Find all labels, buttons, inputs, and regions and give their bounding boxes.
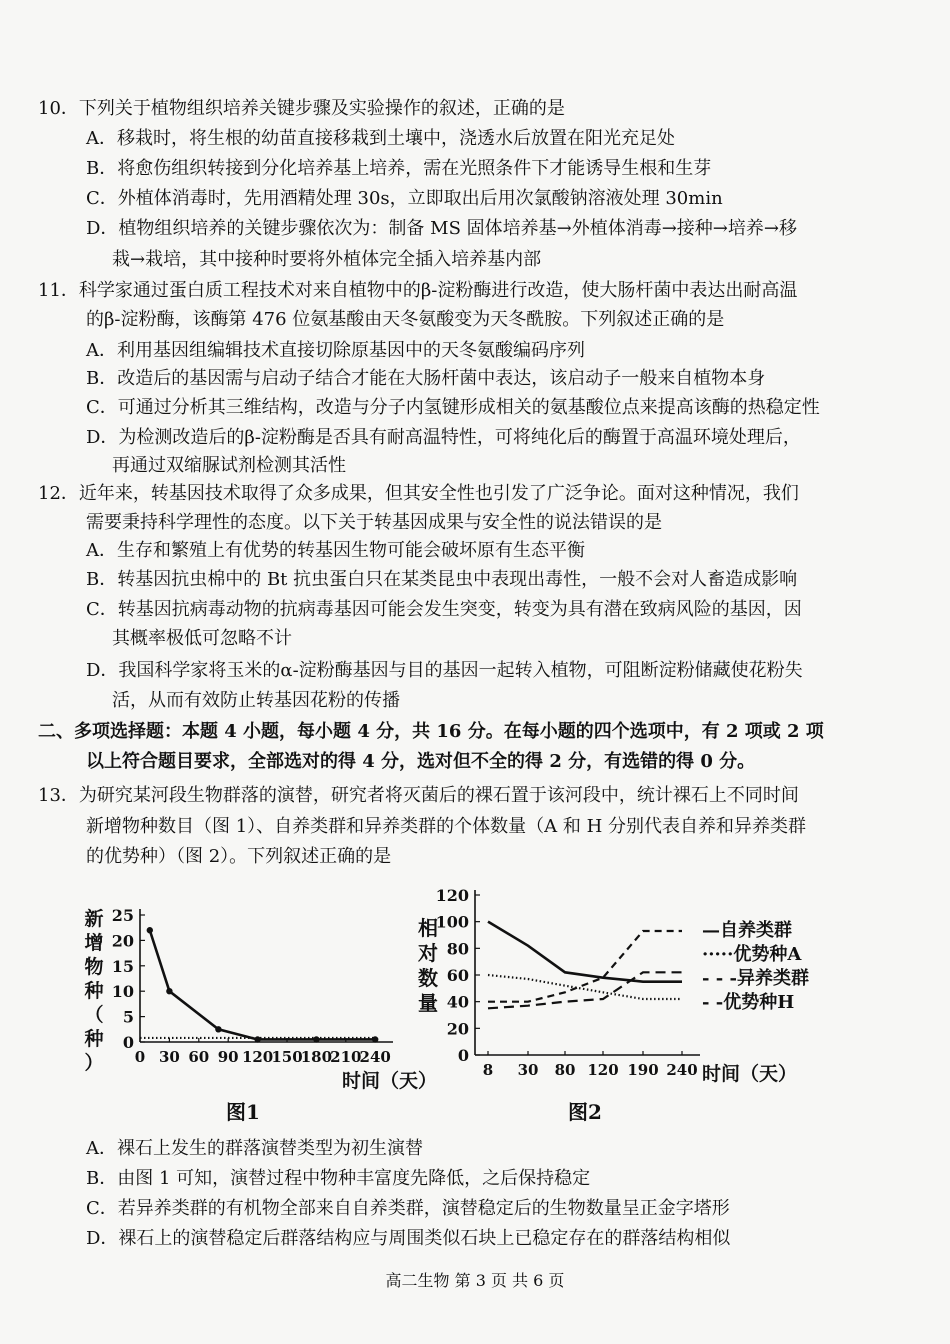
q10-option-a: A．移栽时，将生根的幼苗直接移栽到土壤中，浇透水后放置在阳光充足处: [86, 128, 675, 149]
figure1-x-tick-label: 0: [134, 1048, 146, 1066]
figure2-legend-entry: —自养类群: [702, 920, 792, 941]
figure1-x-tick-label: 60: [188, 1048, 210, 1066]
figure2-title: 图2: [568, 1100, 602, 1124]
q10-option-d-cont: 栽→栽培，其中接种时要将外植体完全插入培养基内部: [112, 249, 542, 270]
figure1-data-point: [166, 988, 172, 994]
q13-option-d: D．裸石上的演替稳定后群落结构应与周围类似石块上已稳定存在的群落结构相似: [86, 1228, 731, 1249]
figure1-data-point: [254, 1036, 260, 1042]
q12-option-d: D．我国科学家将玉米的α-淀粉酶基因与目的基因一起转入植物，可阻断淀粉储藏使花粉失: [86, 660, 803, 681]
figure1-xlabel: 时间（天）: [342, 1070, 438, 1092]
figure1-x-tick-label: 150: [271, 1048, 303, 1066]
figure1-y-tick-label: 0: [122, 1033, 134, 1052]
figure1-x-tick-label: 120: [241, 1048, 274, 1066]
q11-option-d: D．为检测改造后的β-淀粉酶是否具有耐高温特性，可将纯化后的酶置于高温环境处理后，: [86, 427, 801, 448]
figure2-legend-entry: - -优势种H: [702, 992, 795, 1013]
q11-stem-cont: 的β-淀粉酶，该酶第 476 位氨基酸由天冬氨酸变为天冬酰胺。下列叙述正确的是: [86, 309, 725, 330]
figure2-legend-entry: - - -异养类群: [702, 968, 809, 989]
figure1-y-tick-label: 20: [111, 931, 134, 951]
figure2-legend-entry: ·····优势种A: [702, 944, 802, 965]
figure1-x-tick-label: 30: [158, 1048, 180, 1066]
figure1-data-point: [147, 927, 153, 933]
figure2-y-tick-label: 120: [435, 886, 469, 905]
q12-option-d-cont: 活，从而有效防止转基因花粉的传播: [112, 690, 400, 711]
figure2-series-3-line: [488, 931, 682, 1002]
section2-heading-cont: 以上符合题目要求，全部选对的得 4 分，选对但不全的得 2 分，有选错的得 0 分。: [86, 751, 756, 772]
q11-option-d-cont: 再通过双缩脲试剂检测其活性: [112, 455, 346, 476]
q10-stem: 10．下列关于植物组织培养关键步骤及实验操作的叙述，正确的是: [38, 98, 565, 119]
q11-stem: 11．科学家通过蛋白质工程技术对来自植物中的β-淀粉酶进行改造，使大肠杆菌中表达出耐高温: [38, 280, 798, 301]
figure1-x-tick-label: 180: [300, 1048, 333, 1066]
q12-option-c-cont: 其概率极低可忽略不计: [112, 628, 292, 649]
q12-option-a: A．生存和繁殖上有优势的转基因生物可能会破坏原有生态平衡: [86, 540, 585, 561]
figure1-y-tick-label: 25: [111, 906, 134, 925]
figure2-chart: [410, 880, 830, 1090]
q10-option-b: B．将愈伤组织转接到分化培养基上培养，需在光照条件下才能诱导生根和生芽: [86, 158, 712, 179]
q13-stem-cont1: 新增物种数目（图 1）、自养类群和异养类群的个体数量（A 和 H 分别代表自养和异养类群: [86, 816, 807, 837]
q13-option-b: B．由图 1 可知，演替过程中物种丰富度先降低，之后保持稳定: [86, 1168, 591, 1189]
q13-option-c: C．若异养类群的有机物全部来自自养类群，演替稳定后的生物数量呈正金字塔形: [86, 1198, 730, 1219]
figure1-title: 图1: [226, 1100, 260, 1124]
figure1-y-tick-label: 15: [111, 956, 134, 976]
q11-option-c: C．可通过分析其三维结构，改造与分子内氢键形成相关的氨基酸位点来提高该酶的热稳定性: [86, 397, 820, 418]
q13-stem: 13．为研究某河段生物群落的演替，研究者将灭菌后的裸石置于该河段中，统计裸石上不同时间: [38, 785, 799, 806]
figure1-x-tick-label: 240: [359, 1048, 391, 1066]
figure2-x-tick-label: 8: [482, 1061, 494, 1079]
figure2-y-tick-label: 40: [446, 992, 469, 1012]
figure2-series-1-line: [488, 922, 682, 982]
figure2-x-tick-label: 120: [587, 1061, 619, 1079]
q13-option-a: A．裸石上发生的群落演替类型为初生演替: [86, 1138, 423, 1159]
figure1-ylabel: [83, 907, 103, 1074]
figure2-ylabel: 相对数量: [418, 916, 438, 1015]
figure1-data-point: [215, 1026, 221, 1032]
figure1-y-tick-label: 5: [122, 1007, 134, 1027]
figure2-y-tick-label: 20: [446, 1019, 469, 1039]
q10-option-d: D．植物组织培养的关键步骤依次为：制备 MS 固体培养基→外植体消毒→接种→培养→移: [86, 218, 797, 239]
q10-option-c: C．外植体消毒时，先用酒精处理 30s，立即取出后用次氯酸钠溶液处理 30min: [86, 188, 723, 209]
figure1-y-tick-label: 10: [111, 982, 134, 1002]
q12-stem: 12．近年来，转基因技术取得了众多成果，但其安全性也引发了广泛争论。面对这种情况，我们: [38, 483, 799, 504]
figure2-x-tick-label: 240: [666, 1061, 698, 1079]
figure2-x-tick-label: 30: [517, 1061, 539, 1079]
figure2-xlabel: 时间（天）: [702, 1063, 798, 1085]
q12-option-b: B．转基因抗虫棉中的 Bt 抗虫蛋白只在某类昆虫中表现出毒性，一般不会对人畜造成影响: [86, 569, 798, 590]
figure2-x-tick-label: 80: [554, 1061, 576, 1079]
figure2-y-tick-label: 60: [446, 966, 469, 985]
q11-option-b: B．改造后的基因需与启动子结合才能在大肠杆菌中表达，该启动子一般来自植物本身: [86, 368, 766, 389]
figure2-x-tick-label: 190: [627, 1061, 659, 1079]
page-footer: 高二生物 第 3 页 共 6 页: [385, 1271, 565, 1290]
figure1-series-1-line: [150, 930, 375, 1039]
figure2-y-tick-label: 0: [457, 1046, 469, 1065]
figure1-x-tick-label: 210: [330, 1048, 362, 1066]
figure2-y-tick-label: 100: [435, 912, 469, 932]
q13-stem-cont2: 的优势种）（图 2）。下列叙述正确的是: [86, 846, 392, 867]
section2-heading: 二、多项选择题：本题 4 小题，每小题 4 分，共 16 分。在每小题的四个选项中，有 2 项或 2 项: [38, 721, 824, 742]
q12-option-c: C．转基因抗病毒动物的抗病毒基因可能会发生突变，转变为具有潜在致病风险的基因，因: [86, 599, 802, 620]
figure2-y-tick-label: 80: [446, 939, 469, 959]
svg-text:新增物种（种）: 新增物种（种）: [84, 908, 104, 1074]
figure1-x-tick-label: 90: [217, 1048, 239, 1066]
q11-option-a: A．利用基因组编辑技术直接切除原基因中的天冬氨酸编码序列: [86, 340, 585, 361]
q12-stem-cont: 需要秉持科学理性的态度。以下关于转基因成果与安全性的说法错误的是: [86, 512, 662, 533]
figure2-series-2-line: [488, 975, 682, 999]
